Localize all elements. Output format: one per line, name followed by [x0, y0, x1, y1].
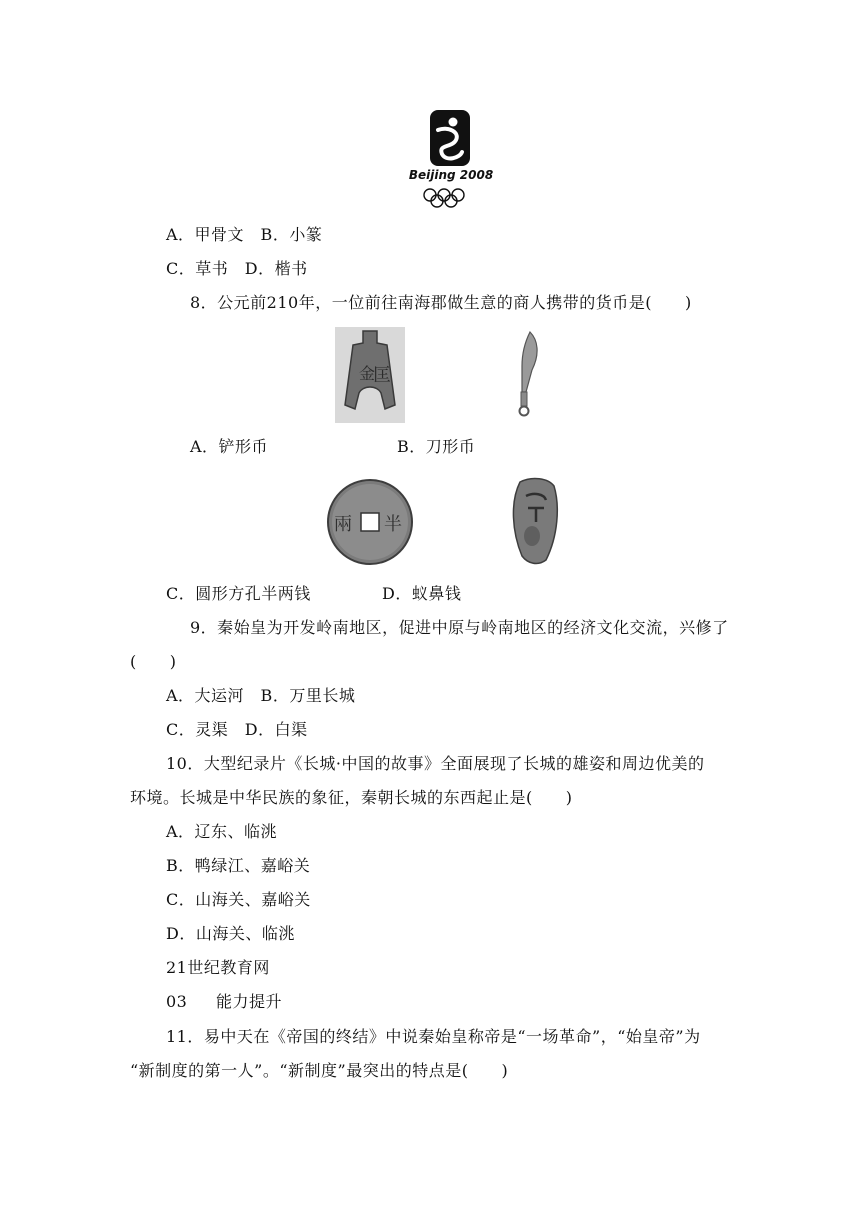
knife-coin-image	[508, 330, 548, 420]
section-title: 能力提升	[216, 992, 283, 1011]
q8-option-b: B．刀形币	[397, 437, 476, 456]
q7-options-cd: C．草书 D．楷书	[166, 259, 308, 278]
q7-options-ab: A．甲骨文 B．小篆	[166, 225, 323, 244]
q11-stem-line1: 11．易中天在《帝国的终结》中说秦始皇称帝是“一场革命”，“始皇帝”为	[166, 1027, 701, 1046]
q8-option-d: D．蚁鼻钱	[382, 584, 462, 603]
q8-option-a: A．铲形币	[190, 437, 269, 456]
ban-liang-coin-image	[326, 478, 414, 566]
beijing-2008-emblem-image	[408, 108, 494, 208]
source-label: 21世纪教育网	[166, 958, 270, 977]
q8-stem: 8．公元前210年，一位前往南海郡做生意的商人携带的货币是( )	[190, 293, 692, 312]
svg-text:金: 金	[359, 364, 376, 383]
q10-option-c: C．山海关、嘉峪关	[166, 890, 311, 909]
q10-stem-line2: 环境。长城是中华民族的象征，秦朝长城的东西起止是( )	[130, 788, 573, 807]
q9-stem-line1: 9．秦始皇为开发岭南地区，促进中原与岭南地区的经济文化交流，兴修了	[190, 618, 729, 637]
q10-option-a: A．辽东、临洮	[166, 822, 278, 841]
svg-text:兩: 兩	[334, 514, 352, 535]
svg-text:匡: 匡	[373, 365, 391, 386]
q9-stem-line2: ( )	[130, 652, 177, 671]
q9-options-cd: C．灵渠 D．白渠	[166, 720, 308, 739]
ant-nose-coin-image	[506, 476, 564, 566]
svg-text:半: 半	[384, 514, 402, 535]
section-number: 03	[166, 992, 188, 1011]
q10-option-b: B．鸭绿江、嘉峪关	[166, 856, 311, 875]
q9-options-ab: A．大运河 B．万里长城	[166, 686, 356, 705]
emblem-text: Beijing 2008	[408, 168, 494, 182]
q11-stem-line2: “新制度的第一人”。“新制度”最突出的特点是( )	[130, 1061, 509, 1080]
q10-stem-line1: 10．大型纪录片《长城·中国的故事》全面展现了长城的雄姿和周边优美的	[166, 754, 705, 773]
spade-coin-image	[335, 327, 405, 423]
q10-option-d: D．山海关、临洮	[166, 924, 295, 943]
q8-option-c: C．圆形方孔半两钱	[166, 584, 311, 603]
